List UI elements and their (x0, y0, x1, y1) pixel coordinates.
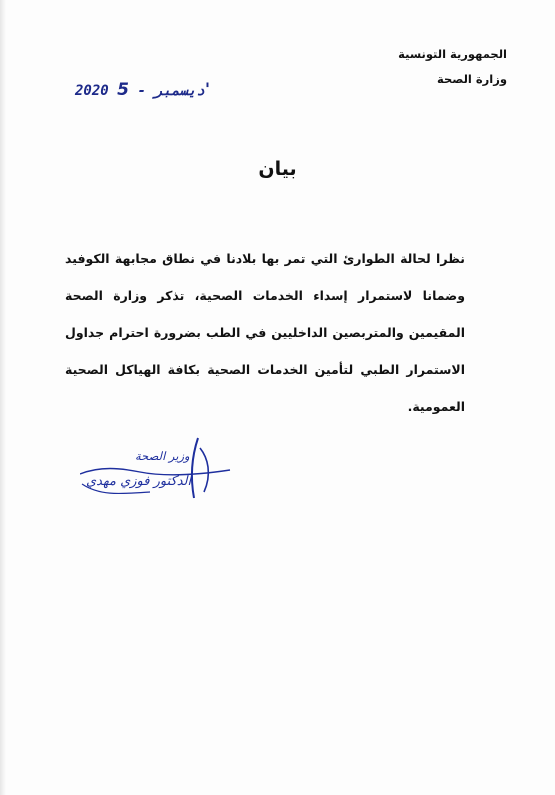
signature-title: وزير الصحة (135, 449, 190, 463)
date-year: 2020 (75, 83, 109, 99)
country-name: الجمهورية التونسية (398, 47, 507, 61)
signature-scrawl (80, 436, 240, 506)
date-stamp (75, 80, 210, 100)
document-title (0, 158, 555, 180)
letterhead (398, 42, 507, 92)
title-text: بيان (258, 158, 297, 180)
handwritten-signature (80, 436, 240, 506)
scan-edge-shadow (0, 0, 6, 795)
ministry-name: وزارة الصحة (437, 72, 507, 86)
date-month: ديسمبر (154, 83, 205, 99)
signature-name: الدكتور فوزي مهدي (86, 474, 192, 489)
date-day: 5' (117, 80, 211, 100)
date-separator: - (137, 83, 146, 99)
statement-body: نظرا لحالة الطوارئ التي تمر بها بلادنا في نطاق مجابهة الكوفيد وضمانا لاستمرار إسداء الخدمات الصحية، تذكر وزارة الصحة المقيمين والمتربصين الداخليين في الطب بضرورة احترام جداول الاستمرار الطبي لتأمين الخدمات الصحية بكافة الهياكل الصحية العمومية. (65, 251, 465, 414)
